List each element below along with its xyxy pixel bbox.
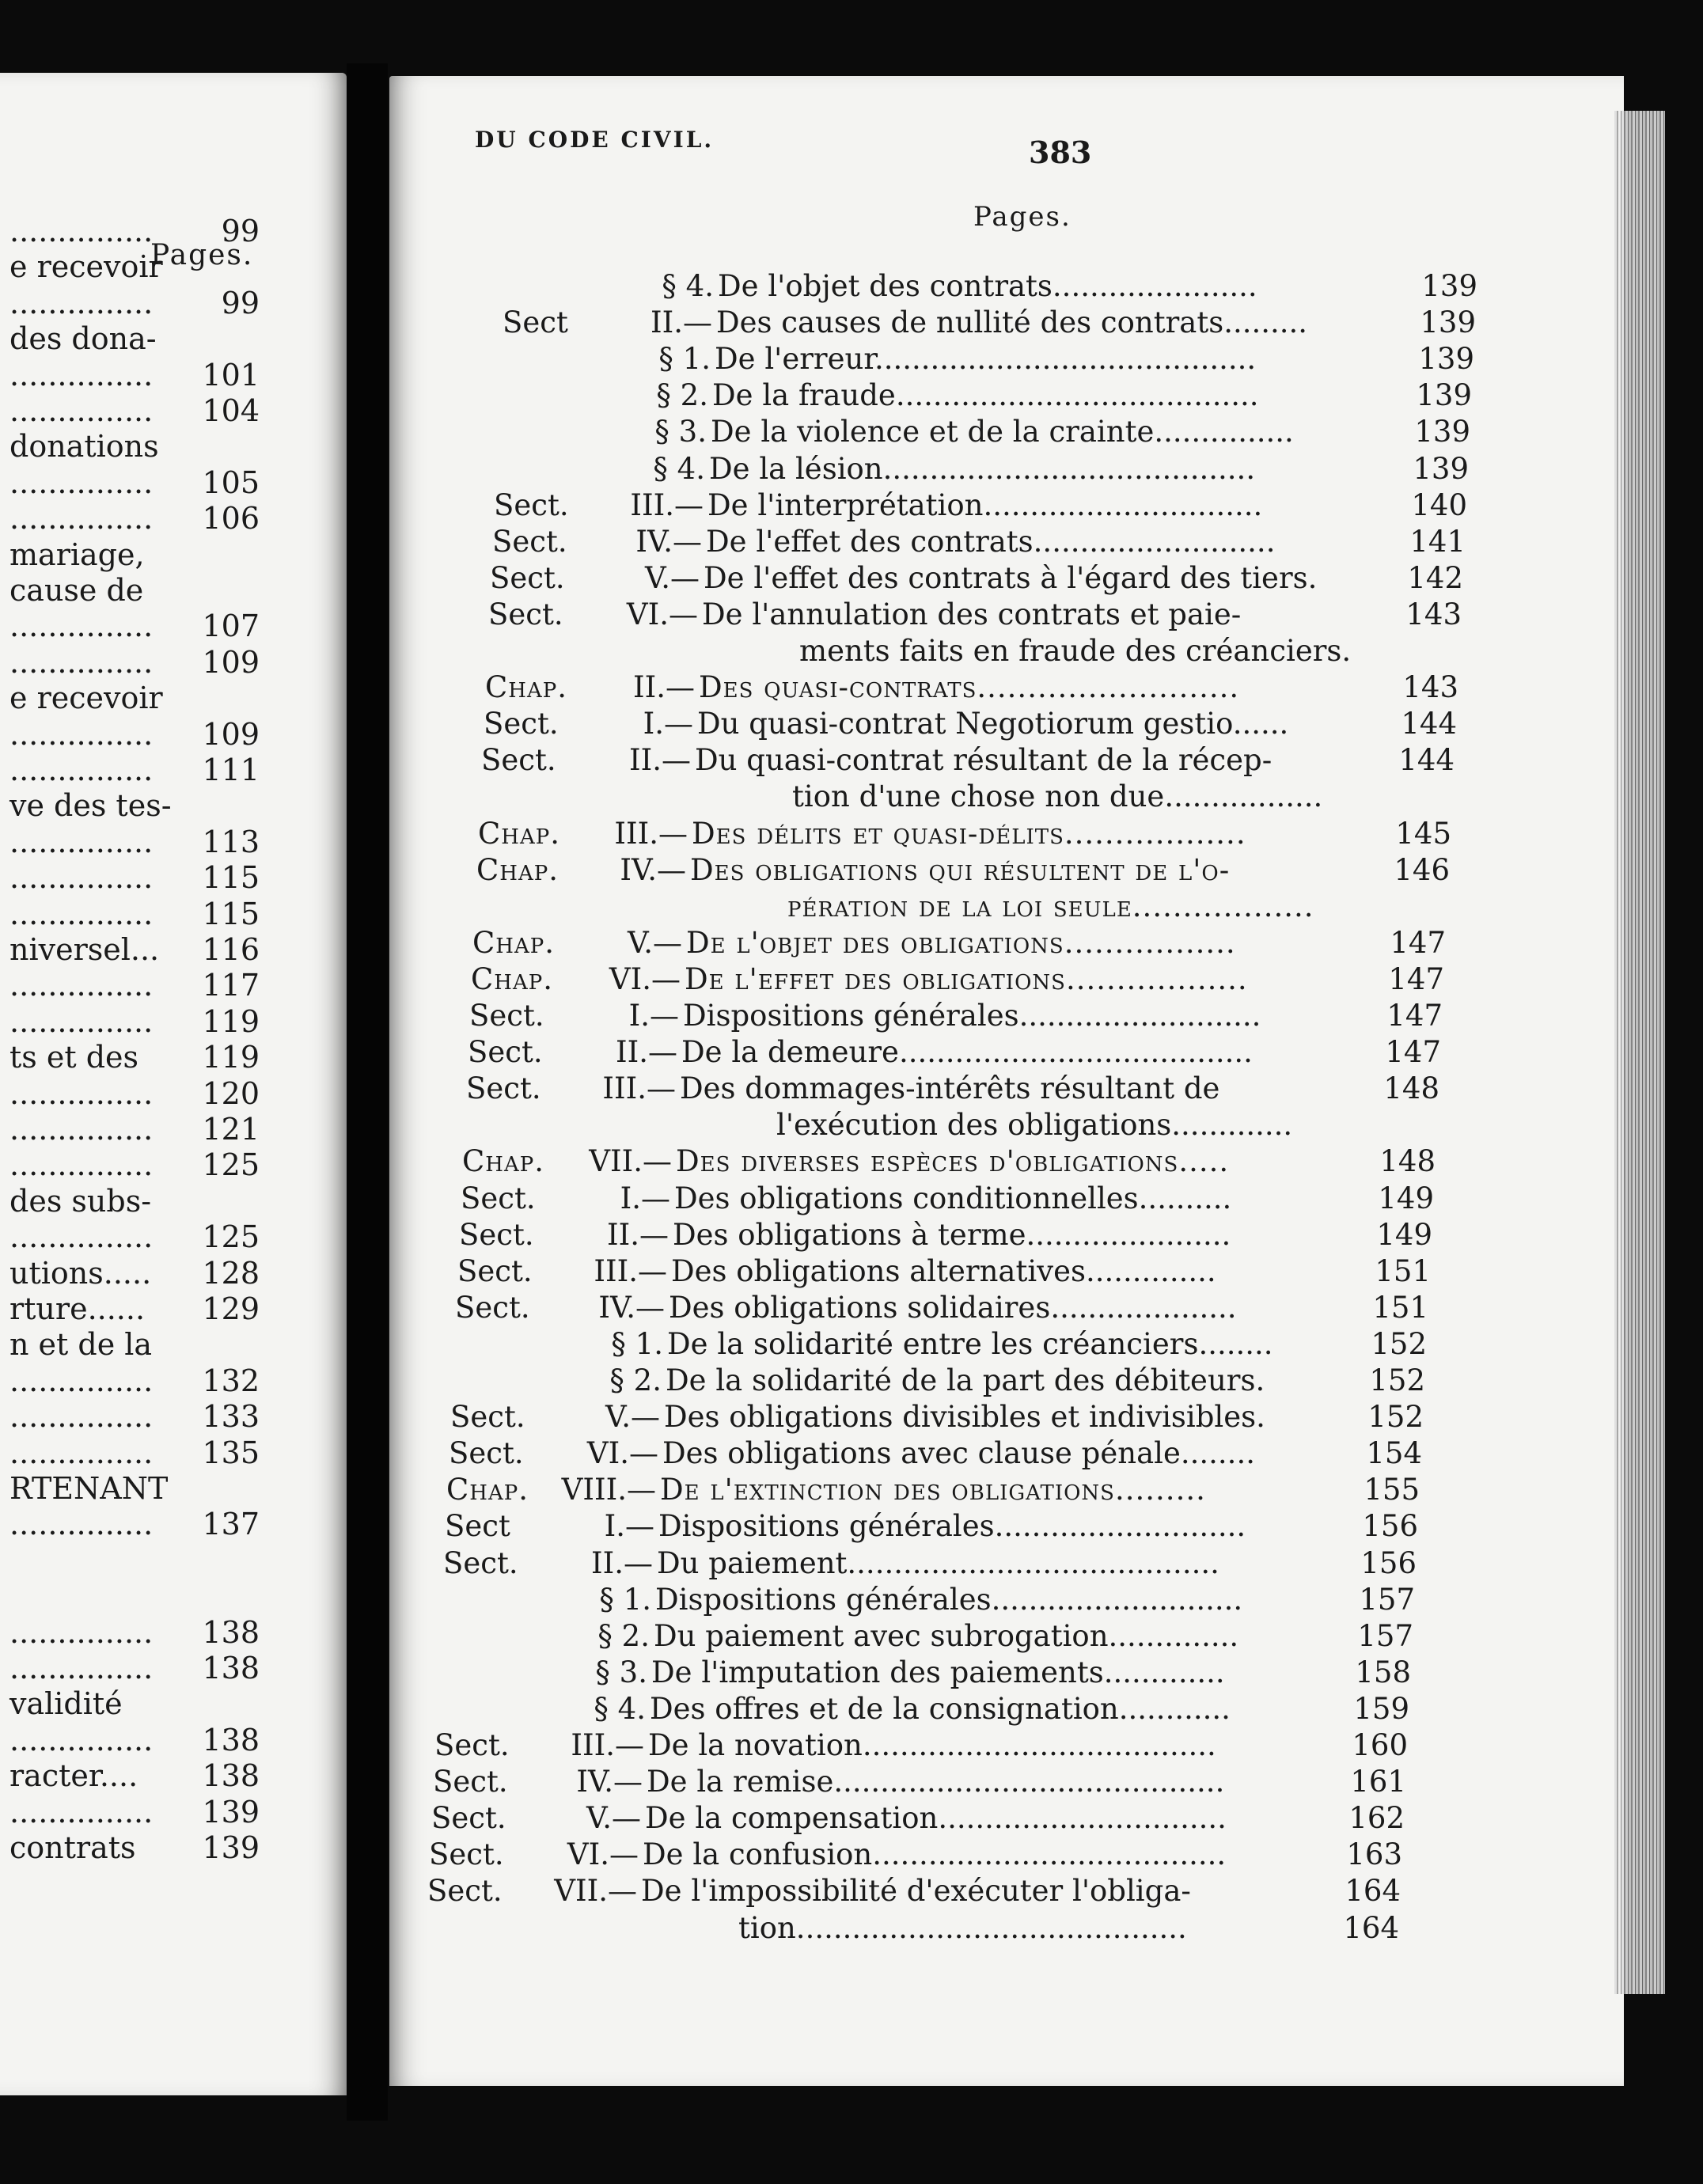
left-toc-text: ...............: [9, 1075, 154, 1111]
left-toc-text: ...............: [9, 609, 154, 644]
toc-title: Du paiement........................................: [657, 1545, 1219, 1580]
left-toc-text: ...............: [9, 1003, 154, 1039]
toc-title: Des dommages-intérêts résultant de: [680, 1071, 1220, 1106]
page-edges: [1614, 111, 1665, 1994]
toc-number: § 4.: [662, 269, 714, 303]
toc-page-number: 155: [1364, 1473, 1420, 1507]
left-toc-text: e recevoir: [9, 249, 163, 285]
toc-page-number: 141: [1409, 524, 1466, 559]
left-toc-page: 115: [202, 896, 260, 931]
book-gutter: [347, 63, 388, 2121]
toc-title: De l'effet des obligations..................: [685, 961, 1248, 996]
toc-title: Du quasi-contrat Negotiorum gestio......: [697, 707, 1289, 741]
left-toc-text: RTENANT: [9, 1471, 169, 1506]
toc-number: VI.—: [626, 597, 698, 631]
toc-title: Des diverses espèces d'obligations.....: [676, 1144, 1230, 1179]
toc-number: II.—: [591, 1545, 653, 1580]
toc-title: tion d'une chose non due.................: [792, 779, 1323, 814]
toc-title: De l'extinction des obligations.........: [660, 1473, 1206, 1507]
left-toc-text: ...............: [9, 1112, 154, 1147]
toc-division: Sect.: [481, 743, 556, 778]
toc-title: De l'effet des contrats..........................: [706, 524, 1276, 559]
toc-number: V.—: [586, 1801, 641, 1836]
left-toc-text: ...............: [9, 464, 154, 500]
toc-number: § 1.: [658, 342, 711, 377]
toc-number: IV.—: [620, 852, 686, 887]
left-toc-text: ...............: [9, 1363, 154, 1398]
left-toc-text: ...............: [9, 824, 154, 859]
left-toc-page: 121: [202, 1112, 260, 1147]
left-toc-text: ...............: [9, 393, 154, 428]
toc-page-number: 164: [1343, 1910, 1399, 1945]
left-toc-text: ve des tes-: [9, 788, 172, 824]
toc-division: Chap.: [485, 670, 568, 705]
left-toc-text: contrats: [9, 1830, 136, 1865]
toc-division: Chap.: [476, 852, 559, 887]
toc-page-number: 139: [1413, 451, 1469, 486]
toc-page-number: 143: [1405, 597, 1462, 631]
toc-page-number: 147: [1385, 1035, 1441, 1070]
toc-division: Sect.: [484, 707, 559, 741]
toc-division: Sect.: [492, 524, 567, 559]
toc-division: Sect: [445, 1509, 510, 1544]
toc-number: § 4.: [594, 1691, 646, 1726]
toc-title: De l'objet des obligations.................: [686, 925, 1236, 960]
toc-page-number: 140: [1411, 487, 1467, 522]
toc-division: Chap.: [446, 1473, 529, 1507]
left-toc-page: 104: [202, 393, 260, 428]
toc-number: § 4.: [653, 451, 705, 486]
toc-division: Sect.: [468, 1035, 543, 1070]
toc-title: De l'effet des contrats à l'égard des tiers.: [704, 560, 1318, 595]
toc-division: Sect.: [443, 1545, 518, 1580]
toc-number: § 3.: [595, 1655, 647, 1689]
left-toc-text: validité: [9, 1686, 123, 1722]
toc-title: Des obligations qui résultent de l'o-: [690, 852, 1231, 887]
toc-title: De l'interprétation..............................: [707, 487, 1263, 522]
toc-page-number: 162: [1348, 1801, 1405, 1836]
toc-page-number: 148: [1383, 1071, 1439, 1106]
toc-title: De la fraude.......................................: [712, 378, 1259, 413]
toc-title: Des délits et quasi-délits..................: [692, 816, 1246, 851]
toc-title: De la novation......................................: [648, 1728, 1216, 1762]
left-toc-text: ...............: [9, 1147, 154, 1183]
left-toc-text: racter....: [9, 1758, 138, 1794]
toc-title: Du quasi-contrat résultant de la récep-: [695, 743, 1273, 778]
toc-page-number: 152: [1367, 1400, 1424, 1435]
toc-page-number: 154: [1366, 1436, 1422, 1471]
toc-division: Sect.: [449, 1436, 524, 1471]
toc-title: De la solidarité entre les créanciers........: [667, 1326, 1273, 1361]
toc-title: Des obligations à terme......................: [673, 1217, 1231, 1252]
toc-title: tion..........................................: [738, 1910, 1187, 1945]
toc-page-number: 148: [1379, 1144, 1436, 1179]
left-toc-page: 109: [202, 644, 260, 680]
toc-number: VII.—: [554, 1874, 637, 1909]
left-toc-text: donations: [9, 429, 159, 464]
toc-number: II.—: [629, 743, 691, 778]
left-toc-text: ...............: [9, 753, 154, 787]
toc-title: Des obligations alternatives..............: [671, 1253, 1216, 1288]
toc-page-number: 143: [1402, 670, 1458, 705]
toc-page-number: 147: [1390, 925, 1446, 960]
toc-number: § 3.: [654, 415, 707, 449]
left-toc-page: 129: [202, 1291, 260, 1326]
left-toc-text: ...............: [9, 214, 154, 248]
left-toc-page: 99: [221, 285, 260, 320]
toc-title: Dispositions générales..........................: [683, 999, 1261, 1033]
left-toc-text: des subs-: [9, 1183, 152, 1219]
left-toc-text: e recevoir: [9, 681, 163, 716]
toc-title: Des quasi-contrats..........................: [699, 670, 1240, 705]
toc-page-number: 139: [1420, 305, 1476, 340]
toc-title: De la lésion........................................: [709, 451, 1256, 486]
toc-number: I.—: [628, 999, 679, 1033]
toc-page-number: 161: [1350, 1765, 1406, 1799]
toc-page-number: 144: [1401, 707, 1457, 741]
left-toc-page: 139: [202, 1794, 260, 1829]
toc-page-number: 149: [1376, 1217, 1432, 1252]
toc-number: I.—: [604, 1509, 654, 1544]
toc-division: Sect.: [461, 1181, 536, 1215]
toc-division: Chap.: [471, 961, 554, 996]
toc-number: III.—: [602, 1071, 676, 1106]
toc-title: ments faits en fraude des créanciers.: [799, 634, 1352, 668]
page-number: 383: [1029, 135, 1092, 170]
toc-page-number: 147: [1386, 999, 1443, 1033]
left-toc-text: ...............: [9, 716, 154, 752]
pages-column-label: Pages.: [150, 239, 254, 271]
toc-title: De la remise..........................................: [647, 1765, 1225, 1799]
toc-title: De l'erreur.........................................: [715, 342, 1257, 377]
toc-title: Des offres et de la consignation............: [650, 1691, 1231, 1726]
left-toc-text: ...............: [9, 968, 154, 1003]
toc-division: Sect.: [434, 1728, 510, 1762]
left-toc-page: 137: [202, 1507, 260, 1542]
left-page: [0, 73, 347, 2095]
pages-column-label: Pages.: [973, 201, 1071, 233]
toc-number: § 1.: [611, 1326, 663, 1361]
toc-page-number: 147: [1388, 961, 1444, 996]
left-toc-text: ...............: [9, 357, 154, 392]
left-toc-page: 135: [202, 1435, 260, 1470]
toc-number: VII.—: [589, 1144, 672, 1179]
toc-division: Sect.: [459, 1217, 534, 1252]
toc-title: Des obligations conditionnelles..........: [674, 1181, 1232, 1215]
toc-number: III.—: [571, 1728, 644, 1762]
left-toc-text: cause de: [9, 573, 144, 608]
toc-number: IV.—: [635, 524, 702, 559]
left-toc-text: rture......: [9, 1291, 146, 1326]
toc-title: De la compensation...............................: [645, 1801, 1227, 1836]
toc-page-number: 152: [1369, 1363, 1425, 1397]
left-toc-text: ...............: [9, 1435, 154, 1470]
toc-number: I.—: [643, 707, 693, 741]
toc-division: Sect.: [469, 999, 544, 1033]
left-toc-text: ts et des: [9, 1040, 139, 1075]
toc-page-number: 139: [1416, 378, 1472, 413]
left-toc-page: 138: [202, 1614, 260, 1650]
toc-page-number: 142: [1407, 560, 1463, 595]
toc-number: II.—: [607, 1217, 669, 1252]
left-toc-text: ...............: [9, 1651, 154, 1685]
left-toc-page: 115: [202, 860, 260, 896]
toc-title: Des obligations divisibles et indivisibles.: [664, 1400, 1265, 1435]
toc-number: § 2.: [656, 378, 708, 413]
left-toc-text: utions.....: [9, 1255, 152, 1291]
toc-division: Sect.: [466, 1071, 541, 1106]
toc-number: I.—: [620, 1181, 670, 1215]
toc-division: Sect.: [433, 1765, 508, 1799]
toc-title: l'exécution des obligations.............: [776, 1108, 1293, 1143]
left-toc-page: 132: [202, 1363, 260, 1398]
left-toc-page: 139: [202, 1830, 260, 1865]
toc-page-number: 151: [1375, 1253, 1431, 1288]
left-toc-text: ...............: [9, 860, 154, 896]
toc-page-number: 145: [1395, 816, 1451, 851]
left-toc-text: ...............: [9, 1614, 154, 1650]
right-page: [389, 76, 1624, 2086]
toc-title: De l'annulation des contrats et paie-: [702, 597, 1242, 631]
toc-division: Sect.: [427, 1874, 503, 1909]
toc-page-number: 151: [1372, 1290, 1428, 1325]
left-toc-text: ...............: [9, 644, 154, 680]
left-toc-page: 109: [202, 716, 260, 752]
left-toc-page: 138: [202, 1722, 260, 1757]
toc-page-number: 156: [1360, 1545, 1417, 1580]
toc-number: IV.—: [598, 1290, 665, 1325]
toc-title: Des causes de nullité des contrats.........: [716, 305, 1308, 340]
toc-page-number: 157: [1359, 1582, 1415, 1617]
toc-title: De l'objet des contrats......................: [718, 269, 1257, 303]
left-toc-page: 111: [202, 753, 260, 787]
toc-title: De la solidarité de la part des débiteurs.: [666, 1363, 1265, 1397]
toc-title: Dispositions générales...........................: [658, 1509, 1246, 1544]
toc-division: Sect: [503, 305, 568, 340]
left-toc-page: 116: [202, 932, 260, 967]
toc-division: Chap.: [472, 925, 556, 960]
left-toc-page: 107: [202, 609, 260, 644]
left-toc-page: 133: [202, 1399, 260, 1435]
left-toc-text: ...............: [9, 501, 154, 537]
left-toc-text: ...............: [9, 1794, 154, 1829]
toc-number: II.—: [650, 305, 712, 340]
left-toc-text: n et de la: [9, 1327, 153, 1363]
left-toc-page: 138: [202, 1651, 260, 1685]
toc-title: De l'imputation des paiements.............: [651, 1655, 1225, 1689]
toc-number: VI.—: [567, 1837, 639, 1872]
left-toc-text: des dona-: [9, 321, 157, 357]
toc-number: II.—: [616, 1035, 677, 1070]
left-toc-page: 113: [202, 824, 260, 859]
left-toc-page: 105: [202, 464, 260, 500]
toc-division: Sect.: [457, 1253, 533, 1288]
left-toc-page: 117: [202, 968, 260, 1003]
left-toc-page: 119: [202, 1003, 260, 1039]
left-toc-page: 125: [202, 1219, 260, 1255]
toc-division: Sect.: [431, 1801, 506, 1836]
left-toc-text: ...............: [9, 896, 154, 931]
toc-number: VIII.—: [561, 1473, 656, 1507]
left-toc-text: mariage,: [9, 537, 145, 572]
toc-number: V.—: [605, 1400, 660, 1435]
left-toc-text: niversel...: [9, 932, 160, 967]
toc-number: III.—: [630, 487, 704, 522]
toc-number: VI.—: [609, 961, 681, 996]
toc-number: § 1.: [599, 1582, 651, 1617]
toc-division: Chap.: [478, 816, 561, 851]
toc-page-number: 163: [1346, 1837, 1402, 1872]
left-toc-page: 128: [202, 1255, 260, 1291]
left-toc-text: ...............: [9, 1507, 154, 1542]
toc-title: De l'impossibilité d'exécuter l'obliga-: [641, 1874, 1191, 1909]
toc-title: Dispositions générales...........................: [655, 1582, 1243, 1617]
toc-title: De la violence et de la crainte...............: [711, 415, 1294, 449]
toc-page-number: 156: [1362, 1509, 1418, 1544]
toc-number: III.—: [594, 1253, 667, 1288]
toc-title: De la confusion......................................: [643, 1837, 1227, 1872]
toc-division: Chap.: [462, 1144, 545, 1179]
left-toc-text: ...............: [9, 1219, 154, 1255]
toc-page-number: 149: [1378, 1181, 1434, 1215]
left-toc-page: 99: [221, 214, 260, 248]
toc-number: V.—: [644, 560, 700, 595]
toc-division: Sect.: [429, 1837, 504, 1872]
left-toc-page: 125: [202, 1147, 260, 1183]
toc-page-number: 164: [1345, 1874, 1401, 1909]
toc-page-number: 139: [1418, 342, 1474, 377]
left-toc-page: 138: [202, 1758, 260, 1794]
toc-division: Sect.: [490, 560, 565, 595]
left-toc-text: ...............: [9, 1722, 154, 1757]
toc-page-number: 139: [1421, 269, 1477, 303]
left-toc-page: 119: [202, 1040, 260, 1075]
toc-number: § 2.: [597, 1618, 650, 1653]
toc-page-number: 160: [1352, 1728, 1408, 1762]
left-toc-text: ...............: [9, 285, 154, 320]
toc-title: Des obligations avec clause pénale........: [662, 1436, 1255, 1471]
toc-title: De la demeure......................................: [681, 1035, 1253, 1070]
toc-number: § 2.: [609, 1363, 662, 1397]
toc-division: Sect.: [494, 487, 569, 522]
toc-page-number: 146: [1394, 852, 1450, 887]
toc-number: VI.—: [586, 1436, 658, 1471]
toc-page-number: 152: [1371, 1326, 1427, 1361]
toc-number: V.—: [627, 925, 682, 960]
left-toc-text: ...............: [9, 1399, 154, 1435]
toc-division: Sect.: [450, 1400, 525, 1435]
running-header: DU CODE CIVIL.: [475, 127, 715, 153]
toc-division: Sect.: [455, 1290, 530, 1325]
left-toc-page: 120: [202, 1075, 260, 1111]
toc-page-number: 159: [1353, 1691, 1409, 1726]
toc-title: Du paiement avec subrogation..............: [654, 1618, 1239, 1653]
toc-page-number: 158: [1355, 1655, 1411, 1689]
toc-page-number: 144: [1398, 743, 1455, 778]
left-toc-page: 106: [202, 501, 260, 537]
left-toc-page: 101: [202, 357, 260, 392]
toc-division: Sect.: [488, 597, 563, 631]
toc-number: IV.—: [576, 1765, 643, 1799]
toc-title: Des obligations solidaires....................: [669, 1290, 1237, 1325]
toc-number: II.—: [633, 670, 695, 705]
toc-title: pération de la loi seule..................: [787, 889, 1314, 923]
toc-page-number: 139: [1414, 415, 1470, 449]
toc-page-number: 157: [1357, 1618, 1413, 1653]
toc-number: III.—: [614, 816, 688, 851]
